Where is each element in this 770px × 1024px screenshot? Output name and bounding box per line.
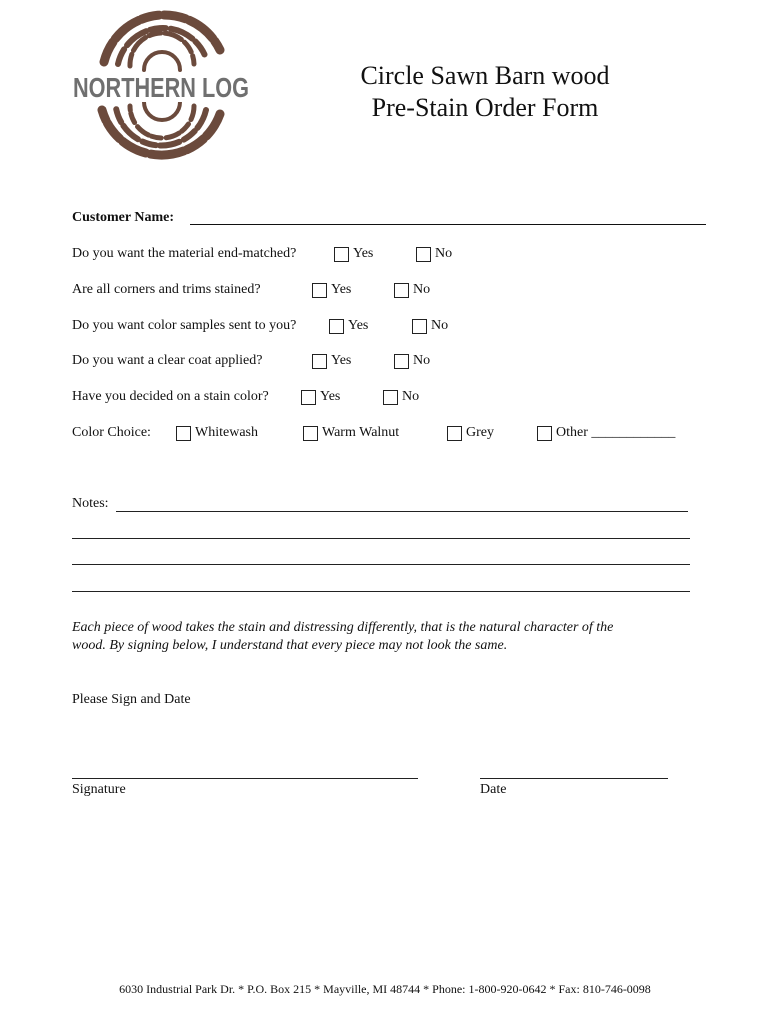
corners-trims-yes-option[interactable] [312,280,351,300]
northern-log-logo [70,10,252,160]
no-label: No [431,318,449,333]
color-choice-row [72,423,702,443]
question-clear-coat [72,351,692,371]
yes-label: Yes [348,318,369,333]
yes-label: Yes [320,389,341,404]
question-label: Do you want the material end-matched? [72,246,297,261]
color-choice-label: Color Choice: [72,425,151,440]
grey-option[interactable] [447,423,494,443]
checkbox[interactable] [312,283,327,298]
customer-name-field[interactable] [190,224,706,225]
date-line[interactable] [480,778,668,779]
stain-color-no-option[interactable] [383,387,419,407]
logo-wordmark: NORTHERN LOG [73,72,249,103]
checkbox[interactable] [416,247,431,262]
checkbox[interactable] [383,390,398,405]
question-stain-color-decided [72,387,692,407]
disclaimer-text [72,619,692,655]
footer-contact-info: 6030 Industrial Park Dr. * P.O. Box 215 * Mayville, MI 48744 * Phone: 1-800-920-0642 * Fax: 810-746-0098 [119,982,651,996]
checkbox[interactable] [334,247,349,262]
whitewash-option[interactable] [176,423,258,443]
sign-prompt: Please Sign and Date [72,692,191,707]
signature-line[interactable] [72,778,418,779]
end-matched-no-option[interactable] [416,244,452,264]
no-label: No [435,246,453,261]
disclaimer-line-2: wood. By signing below, I understand that every piece may not look the same. [72,638,508,653]
warm-walnut-option[interactable] [303,423,399,443]
clear-coat-no-option[interactable] [394,351,430,371]
notes-line-3[interactable] [72,564,690,565]
checkbox[interactable] [394,283,409,298]
option-label: Whitewash [195,425,258,440]
option-label: Warm Walnut [322,425,400,440]
form-title-line-2: Pre-Stain Order Form [371,93,599,122]
checkbox[interactable] [301,390,316,405]
yes-label: Yes [353,246,374,261]
checkbox[interactable] [312,354,327,369]
other-option[interactable] [537,423,675,443]
checkbox[interactable] [537,426,552,441]
signature-label: Signature [72,782,126,797]
end-matched-yes-option[interactable] [334,244,373,264]
date-label: Date [480,782,507,797]
yes-label: Yes [331,282,352,297]
notes-line-1[interactable] [116,511,688,512]
stain-color-yes-option[interactable] [301,387,340,407]
checkbox[interactable] [447,426,462,441]
customer-name-label: Customer Name: [72,210,174,225]
no-label: No [413,282,431,297]
question-end-matched [72,244,692,264]
no-label: No [402,389,420,404]
question-label: Are all corners and trims stained? [72,282,261,297]
form-title-line-1: Circle Sawn Barn wood [360,61,610,90]
notes-label: Notes: [72,496,109,511]
checkbox[interactable] [412,319,427,334]
yes-label: Yes [331,353,352,368]
checkbox[interactable] [329,319,344,334]
disclaimer-line-1: Each piece of wood takes the stain and distressing differently, that is the natural character of the [72,620,614,635]
question-label: Do you want color samples sent to you? [72,318,297,333]
notes-line-2[interactable] [72,538,690,539]
no-label: No [413,353,431,368]
clear-coat-yes-option[interactable] [312,351,351,371]
corners-trims-no-option[interactable] [394,280,430,300]
color-samples-yes-option[interactable] [329,316,368,336]
option-label: Grey [466,425,494,440]
checkbox[interactable] [303,426,318,441]
color-samples-no-option[interactable] [412,316,448,336]
customer-name-row [72,208,706,228]
question-corners-trims [72,280,692,300]
question-label: Do you want a clear coat applied? [72,353,263,368]
checkbox[interactable] [176,426,191,441]
form-title [320,60,650,124]
checkbox[interactable] [394,354,409,369]
option-label: Other ____________ [556,425,676,440]
tree-rings-logo-icon [70,10,252,160]
question-color-samples [72,316,692,336]
notes-line-4[interactable] [72,591,690,592]
question-label: Have you decided on a stain color? [72,389,269,404]
